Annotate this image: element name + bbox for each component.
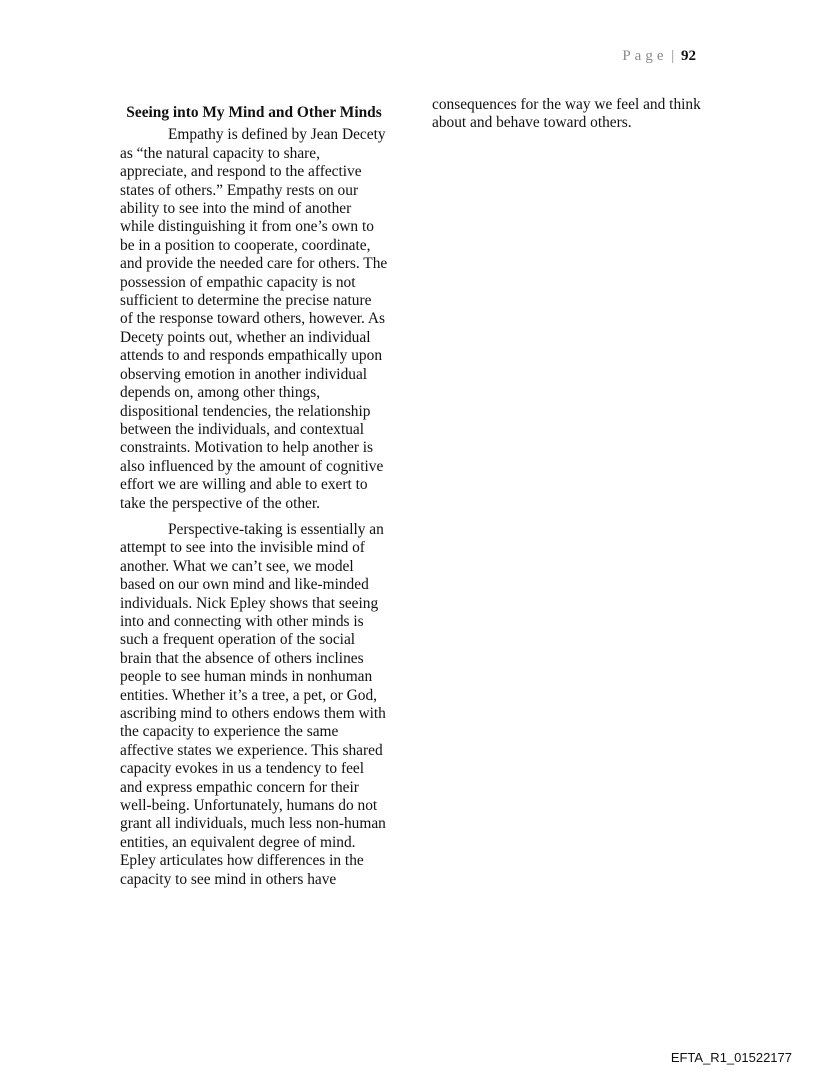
page-separator: | (671, 48, 675, 64)
page-label: Page (622, 48, 668, 64)
page-header (622, 48, 696, 65)
paragraph-continuation: consequences for the way we feel and think about and behave toward others. (432, 96, 701, 132)
paragraph-empathy: Empathy is defined by Jean Decety as “the natural capacity to share, appreciate, and respond to the affective states of others.” Empathy rests on our ability to see into the mind of another while distinguishing it from one’s own to be in a position to cooperate, coordinate, and provide the needed care for others. The possession of empathic capacity is not sufficient to determine the precise nature of the response toward others, however. As Decety points out, whether an individual attends to and responds empathically upon observing emotion in another individual depends on, among other things, dispositional tendencies, the relationship between the individuals, and contextual constraints. Motivation to help another is also influenced by the amount of cognitive effort we are willing and able to exert to take the perspective of the other. (120, 126, 388, 512)
paragraph-perspective-taking: Perspective-taking is essentially an attempt to see into the invisible mind of another. What we can’t see, we model based on our own mind and like-minded individuals. Nick Epley shows that seeing into and connecting with other minds is such a frequent operation of the social brain that the absence of others inclines people to see human minds in nonhuman entities. Whether it’s a tree, a pet, or God, ascribing mind to others endows them with the capacity to experience the same affective states we experience. This shared capacity evokes in us a tendency to feel and express empathic concern for their well-being. Unfortunately, humans do not grant all individuals, much less non-human entities, an equivalent degree of mind. Epley articulates how differences in the capacity to see mind in others have (120, 520, 386, 888)
left-column (120, 96, 388, 897)
page-number: 92 (681, 48, 696, 64)
document-id: EFTA_R1_01522177 (670, 1050, 792, 1065)
section-title: Seeing into My Mind and Other Minds (126, 104, 382, 121)
right-column (432, 96, 702, 133)
